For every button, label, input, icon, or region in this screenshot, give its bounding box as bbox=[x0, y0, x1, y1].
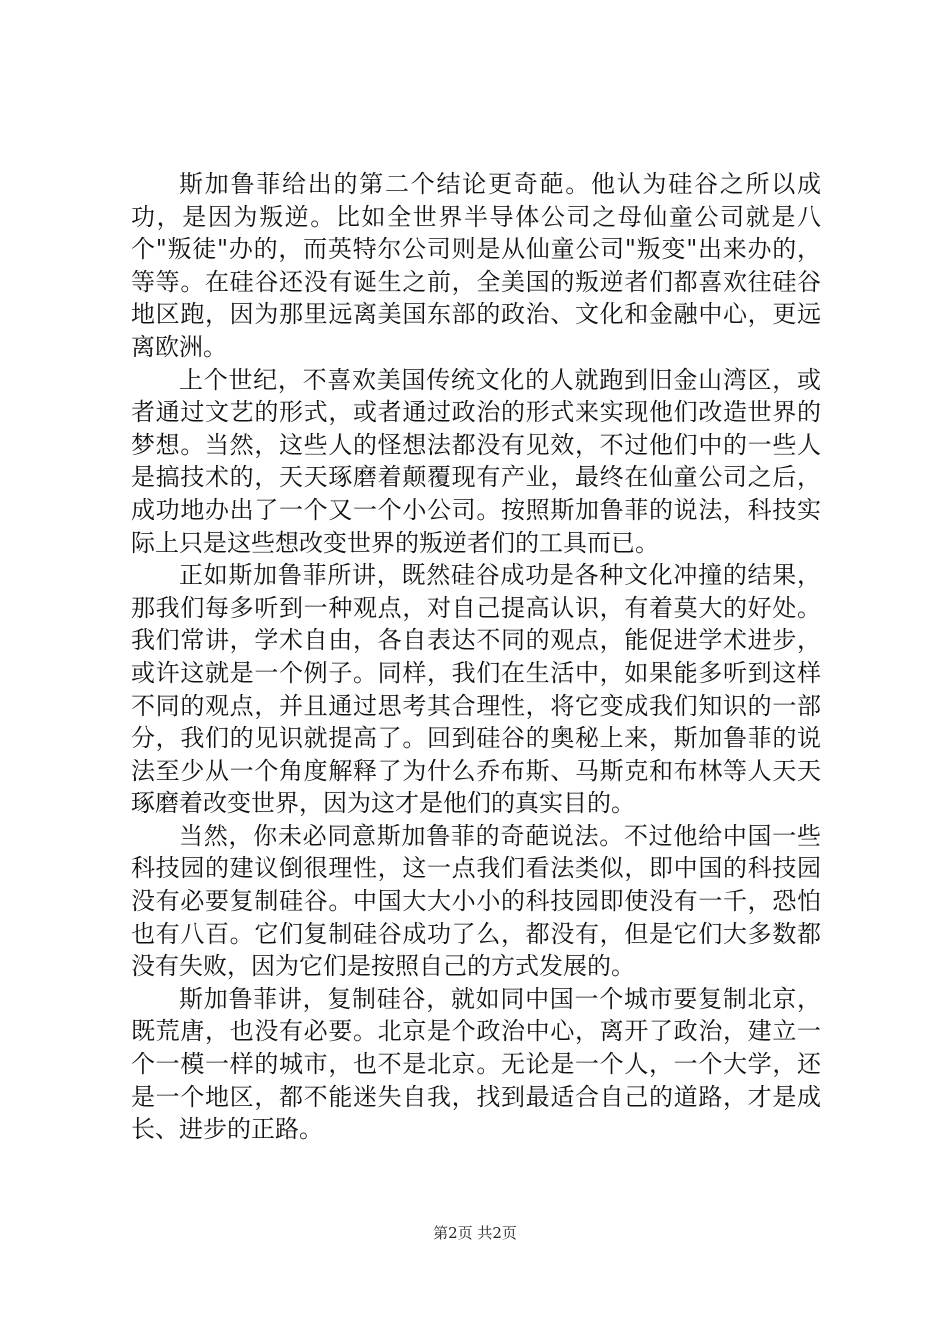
paragraph: 上个世纪，不喜欢美国传统文化的人就跑到旧金山湾区，或者通过文艺的形式，或者通过政治的形式来实现他们改造世界的梦想。当然，这些人的怪想法都没有见效，不过他们中的一些人是搞技术的，天天琢磨着颠覆现有产业，最终在仙童公司之后，成功地办出了一个又一个小公司。按照斯加鲁菲的说法，科技实际上只是这些想改变世界的叛逆者们的工具而已。 bbox=[131, 365, 821, 557]
paragraph: 正如斯加鲁菲所讲，既然硅谷成功是各种文化冲撞的结果，那我们每多听到一种观点，对自己提高认识，有着莫大的好处。我们常讲，学术自由，各自表达不同的观点，能促进学术进步，或许这就是一个例子。同样，我们在生活中，如果能多听到这样不同的观点，并且通过思考其合理性，将它变成我们知识的一部分，我们的见识就提高了。回到硅谷的奥秘上来，斯加鲁菲的说法至少从一个角度解释了为什么乔布斯、马斯克和布林等人天天琢磨着改变世界，因为这才是他们的真实目的。 bbox=[131, 561, 821, 818]
page-number-footer: 第2页 共2页 bbox=[433, 1224, 517, 1242]
paragraph: 斯加鲁菲给出的第二个结论更奇葩。他认为硅谷之所以成功，是因为叛逆。比如全世界半导体公司之母仙童公司就是八个"叛徒"办的，而英特尔公司则是从仙童公司"叛变"出来办的，等等。在硅谷还没有诞生之前，全美国的叛逆者们都喜欢往硅谷地区跑，因为那里远离美国东部的政治、文化和金融中心，更远离欧洲。 bbox=[131, 170, 821, 361]
document-body bbox=[131, 168, 821, 1146]
paragraph: 当然，你未必同意斯加鲁菲的奇葩说法。不过他给中国一些科技园的建议倒很理性，这一点我们看法类似，即中国的科技园没有必要复制硅谷。中国大大小小的科技园即使没有一千，恐怕也有八百。它们复制硅谷成功了么，都没有，但是它们大多数都没有失败，因为它们是按照自己的方式发展的。 bbox=[131, 821, 821, 981]
paragraph: 斯加鲁菲讲，复制硅谷，就如同中国一个城市要复制北京，既荒唐，也没有必要。北京是个政治中心，离开了政治，建立一个一模一样的城市，也不是北京。无论是一个人，一个大学，还是一个地区，都不能迷失自我，找到最适合自己的道路，才是成长、进步的正路。 bbox=[131, 984, 821, 1144]
